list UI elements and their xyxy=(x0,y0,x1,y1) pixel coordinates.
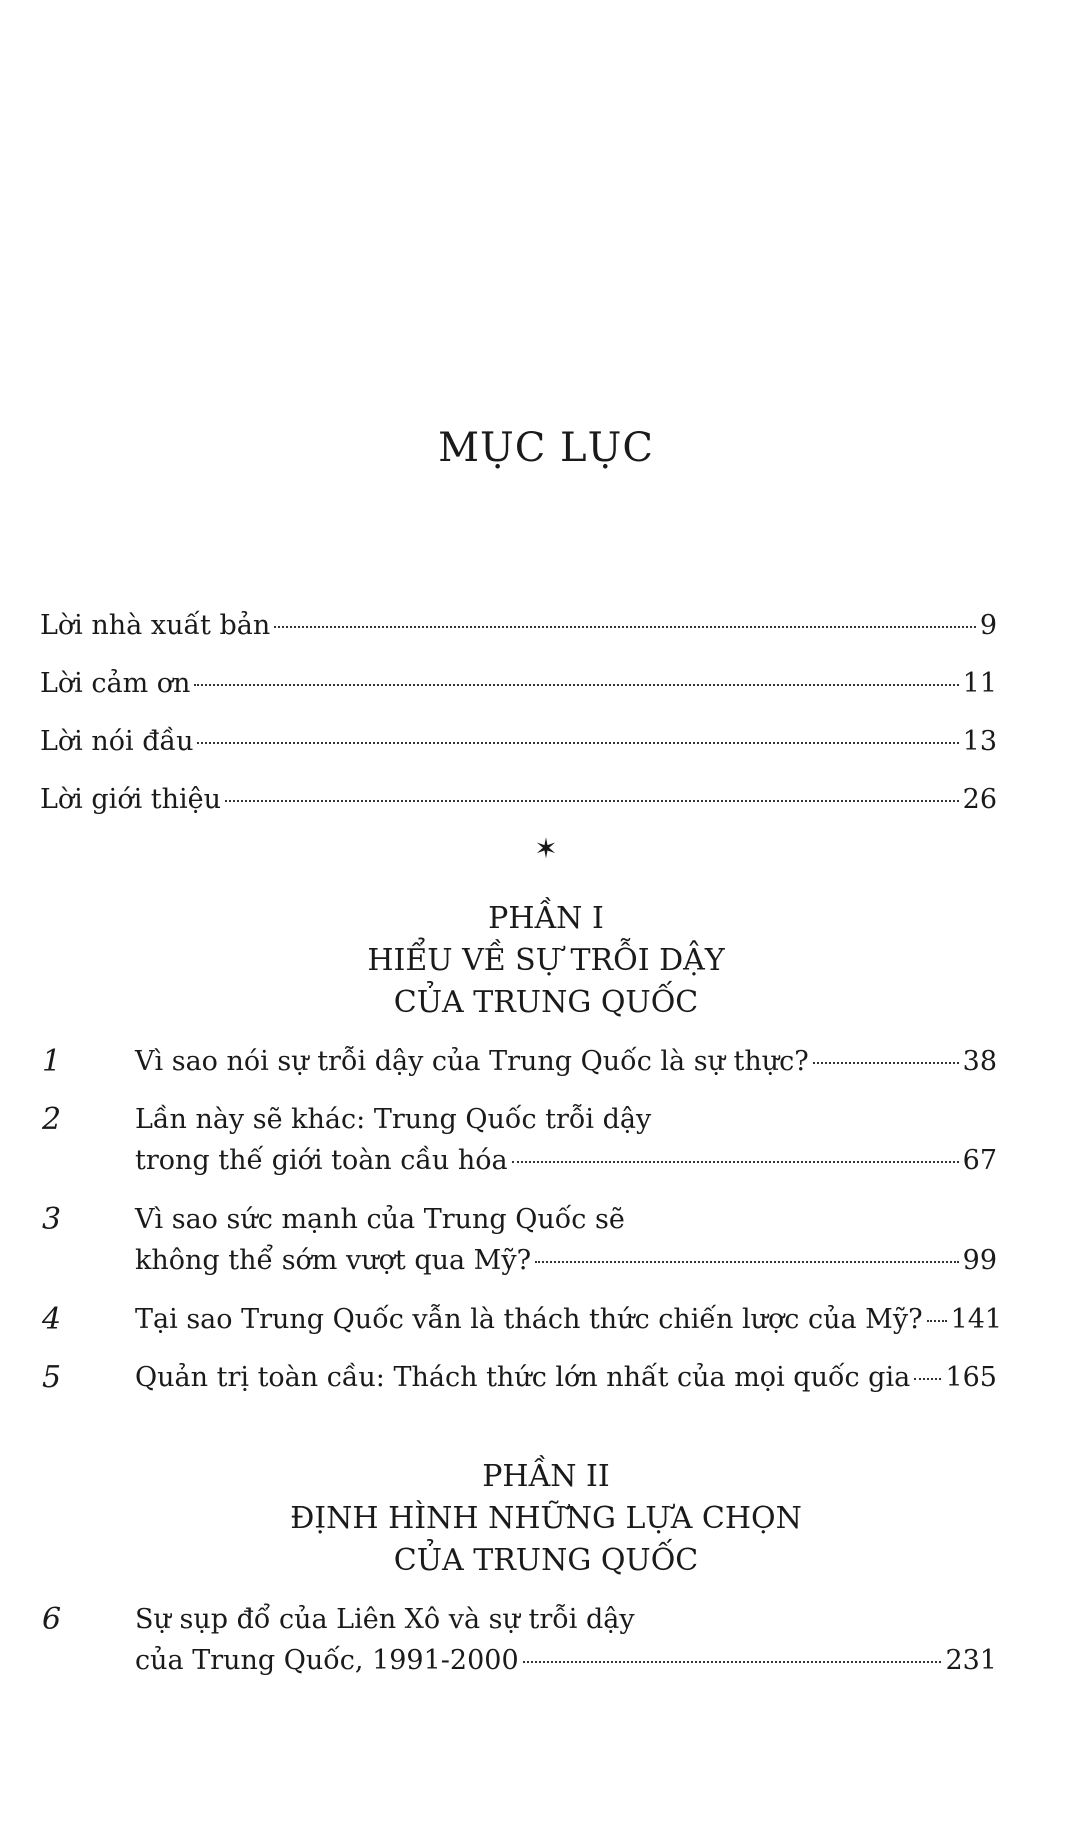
toc-entry-title: Lời nói đầu xyxy=(40,726,194,757)
toc-page-number: 13 xyxy=(962,726,997,757)
part-title-line1: HIỂU VỀ SỰ TRỖI DẬY xyxy=(367,943,725,978)
chapter-number: 5 xyxy=(42,1360,62,1395)
dot-leader xyxy=(194,684,958,686)
chapter-number: 4 xyxy=(42,1302,62,1337)
toc-entry-title: của Trung Quốc, 1991-2000 xyxy=(135,1645,519,1676)
part-title-line1: ĐỊNH HÌNH NHỮNG LỰA CHỌN xyxy=(290,1501,802,1536)
toc-entry-preface[interactable] xyxy=(40,724,997,760)
toc-entry-title-line1: Lần này sẽ khác: Trung Quốc trỗi dậy xyxy=(135,1104,652,1135)
toc-page-number: 26 xyxy=(962,784,997,815)
toc-entry-title: Lời cảm ơn xyxy=(40,668,191,699)
chapter-number: 2 xyxy=(42,1102,62,1137)
dot-leader xyxy=(523,1661,942,1663)
toc-entry-title: Tại sao Trung Quốc vẫn là thách thức chiến lược của Mỹ? xyxy=(135,1304,923,1335)
toc-entry-title: Vì sao nói sự trỗi dậy của Trung Quốc là sự thực? xyxy=(135,1046,809,1077)
chapter-number: 1 xyxy=(42,1044,62,1079)
dot-leader xyxy=(813,1062,959,1064)
toc-entry-chapter-6[interactable] xyxy=(135,1643,997,1679)
dot-leader xyxy=(225,800,959,802)
dot-leader xyxy=(197,742,958,744)
toc-entry-title: Lời giới thiệu xyxy=(40,784,222,815)
toc-entry-chapter-3[interactable] xyxy=(135,1243,997,1279)
toc-entry-chapter-4[interactable] xyxy=(135,1302,1003,1338)
toc-page-number: 9 xyxy=(979,610,997,641)
part-title-line2: CỦA TRUNG QUỐC xyxy=(393,985,699,1020)
toc-entry-chapter-2[interactable] xyxy=(135,1143,997,1179)
toc-entry-title-line1: Vì sao sức mạnh của Trung Quốc sẽ xyxy=(135,1204,625,1235)
toc-page-number: 99 xyxy=(962,1245,997,1276)
toc-entry-introduction[interactable] xyxy=(40,782,997,818)
toc-page-number: 38 xyxy=(962,1046,997,1077)
toc-page-number: 11 xyxy=(962,668,997,699)
toc-entry-acknowledgements[interactable] xyxy=(40,666,997,702)
page-title: MỤC LỤC xyxy=(438,425,654,471)
toc-entry-title: Lời nhà xuất bản xyxy=(40,610,271,641)
dot-leader xyxy=(512,1161,959,1163)
part-label: PHẦN II xyxy=(482,1459,610,1494)
toc-entry-title: Quản trị toàn cầu: Thách thức lớn nhất của mọi quốc gia xyxy=(135,1362,911,1393)
toc-entry-chapter-1[interactable] xyxy=(135,1044,997,1080)
dot-leader xyxy=(927,1320,947,1322)
dot-leader xyxy=(274,626,976,628)
toc-entry-chapter-5[interactable] xyxy=(135,1360,997,1396)
toc-entry-publisher-note[interactable] xyxy=(40,608,997,644)
toc-entry-title-line1: Sự sụp đổ của Liên Xô và sự trỗi dậy xyxy=(135,1604,635,1635)
section-divider: ✶ xyxy=(534,832,558,865)
toc-page-number: 231 xyxy=(945,1645,997,1676)
toc-entry-title: trong thế giới toàn cầu hóa xyxy=(135,1145,508,1176)
chapter-number: 3 xyxy=(42,1202,62,1237)
toc-page-number: 67 xyxy=(962,1145,997,1176)
dot-leader xyxy=(914,1378,941,1380)
toc-entry-title: không thể sớm vượt qua Mỹ? xyxy=(135,1245,532,1276)
toc-page-number: 165 xyxy=(945,1362,997,1393)
part-label: PHẦN I xyxy=(488,901,604,936)
dot-leader xyxy=(535,1261,959,1263)
part-title-line2: CỦA TRUNG QUỐC xyxy=(393,1543,699,1578)
chapter-number: 6 xyxy=(42,1602,62,1637)
toc-page-number: 141 xyxy=(950,1304,1003,1335)
